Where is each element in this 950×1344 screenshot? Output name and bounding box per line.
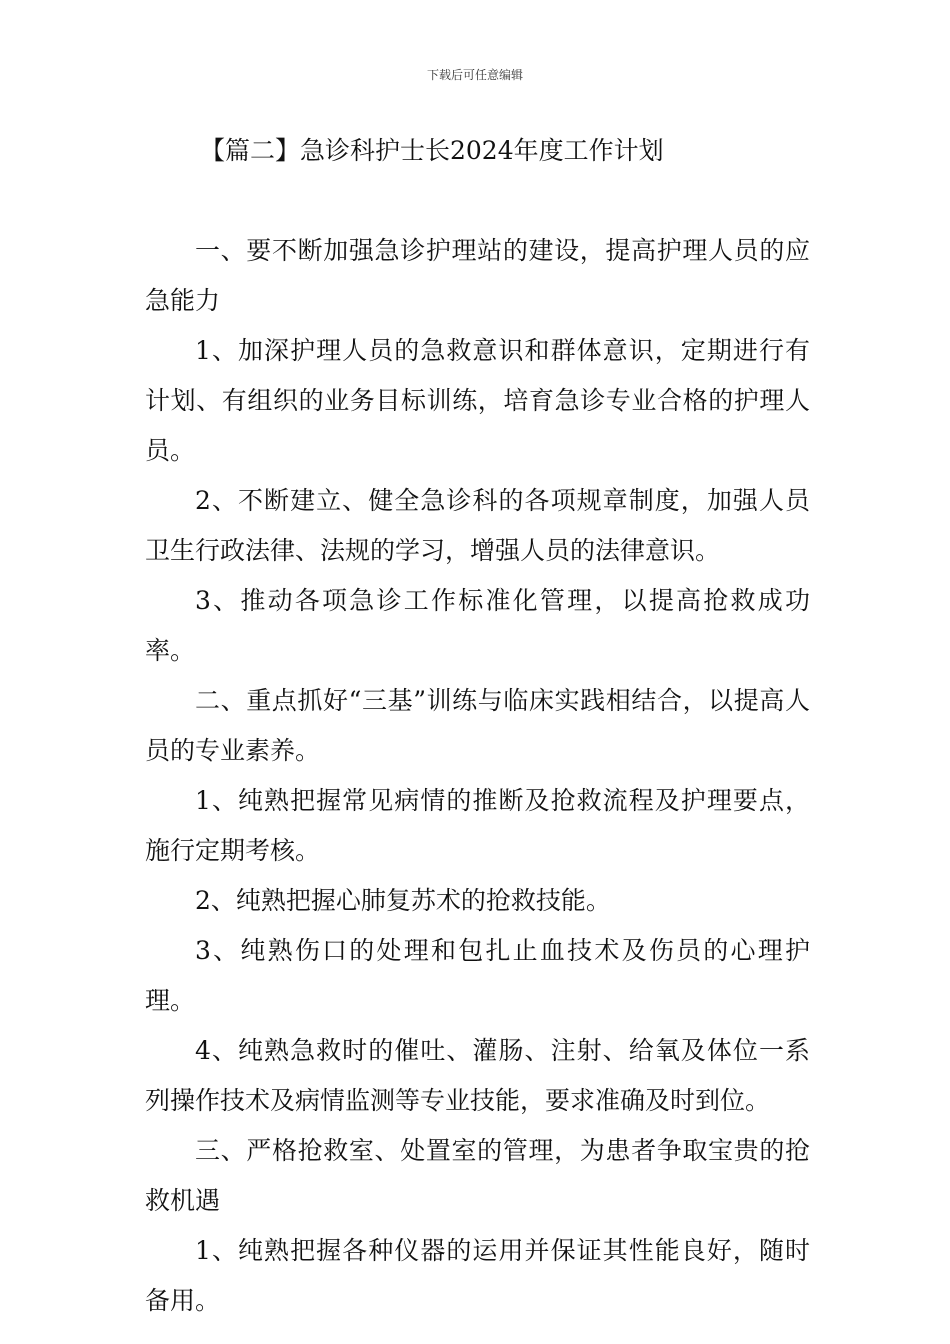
section-heading-3: 三、严格抢救室、处置室的管理，为患者争取宝贵的抢救机遇 xyxy=(145,1136,810,1215)
list-item: 1、纯熟把握常见病情的推断及抢救流程及护理要点，施行定期考核。 xyxy=(145,786,810,865)
document-title: 【篇二】急诊科护士长2024年度工作计划 xyxy=(200,136,664,165)
list-item: 2、纯熟把握心肺复苏术的抢救技能。 xyxy=(195,886,611,915)
list-item: 2、不断建立、健全急诊科的各项规章制度，加强人员卫生行政法律、法规的学习，增强人员的法律意识。 xyxy=(145,486,810,565)
document-body xyxy=(145,226,810,1326)
list-item: 1、加深护理人员的急救意识和群体意识，定期进行有计划、有组织的业务目标训练，培育急诊专业合格的护理人员。 xyxy=(145,336,810,465)
section-heading-2: 二、重点抓好“三基”训练与临床实践相结合，以提高人员的专业素养。 xyxy=(145,686,810,765)
list-item: 1、纯熟把握各种仪器的运用并保证其性能良好，随时备用。 xyxy=(145,1236,810,1315)
header-note: 下载后可任意编辑 xyxy=(426,68,523,82)
list-item: 3、推动各项急诊工作标准化管理，以提高抢救成功率。 xyxy=(145,586,810,665)
list-item: 4、纯熟急救时的催吐、灌肠、注射、给氧及体位一系列操作技术及病情监测等专业技能，要求准确及时到位。 xyxy=(145,1036,810,1115)
list-item: 3、纯熟伤口的处理和包扎止血技术及伤员的心理护理。 xyxy=(145,936,810,1015)
section-heading-1: 一、要不断加强急诊护理站的建设，提高护理人员的应急能力 xyxy=(145,236,810,315)
